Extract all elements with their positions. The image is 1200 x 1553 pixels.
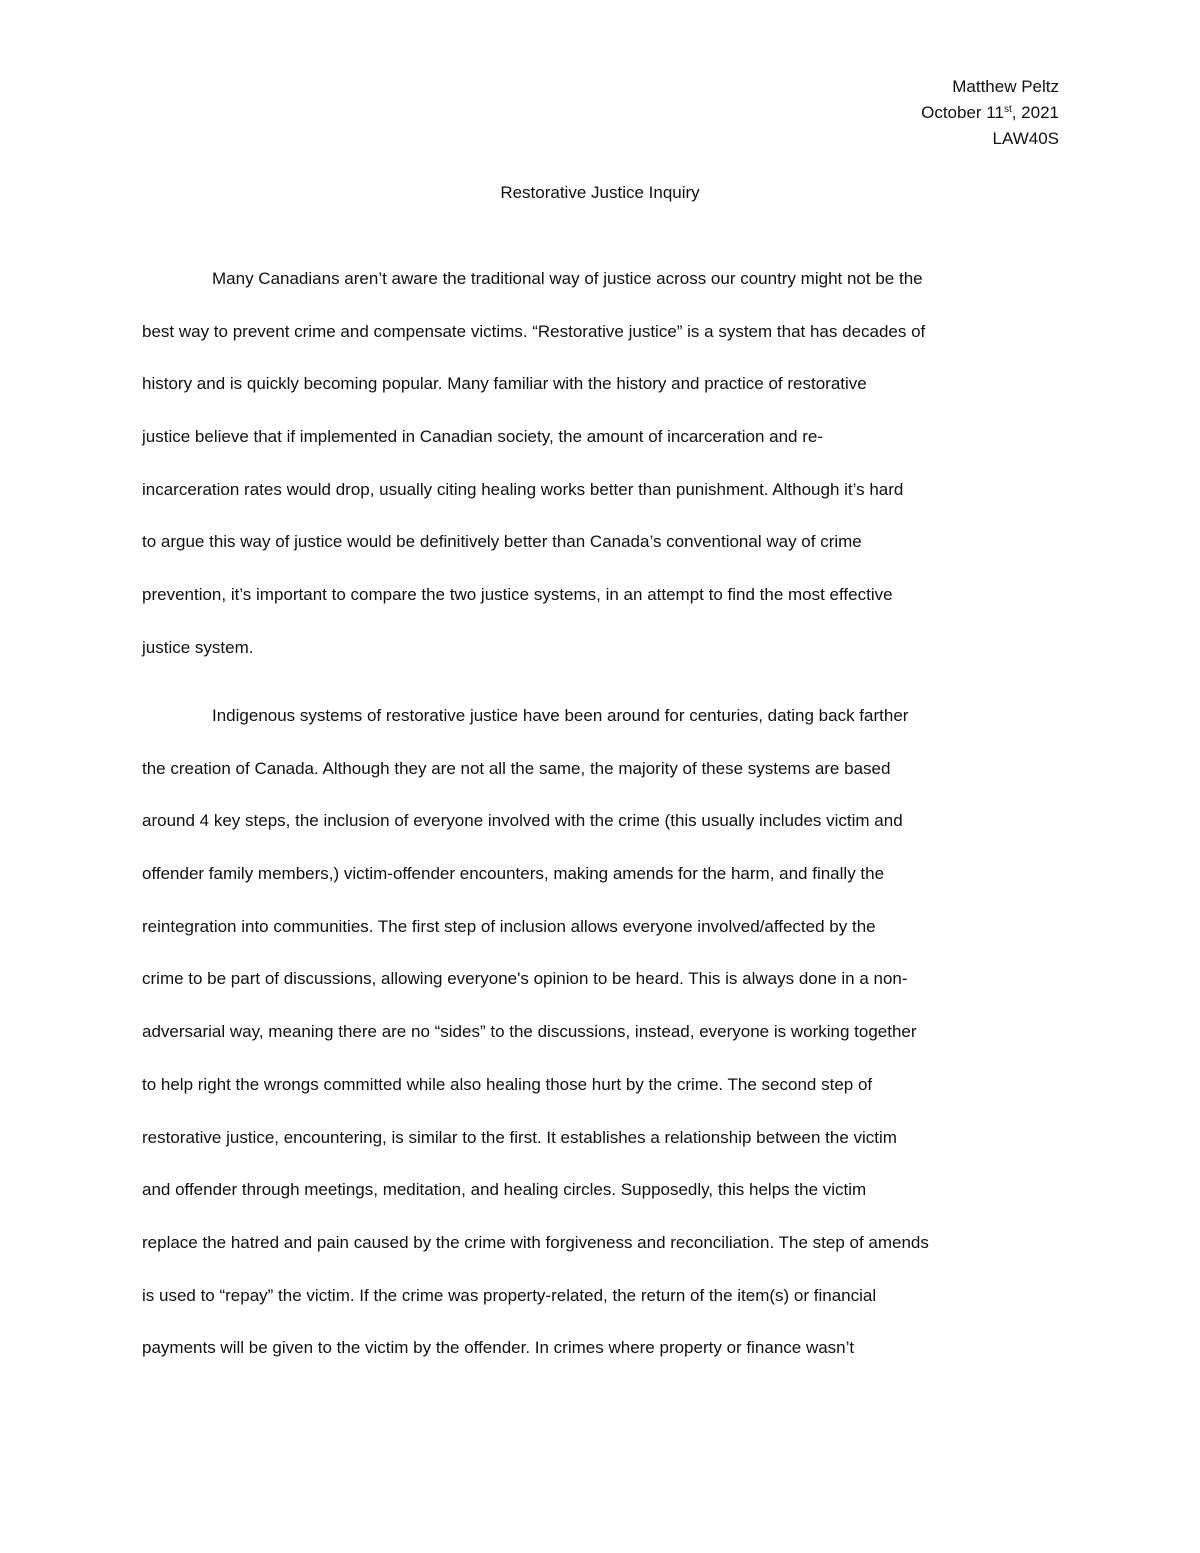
paragraph-line: Many Canadians aren’t aware the traditional way of justice across our country might not be the xyxy=(212,269,923,288)
paragraph-line: restorative justice, encountering, is similar to the first. It establishes a relationship between the victim xyxy=(142,1127,897,1147)
document-date xyxy=(921,100,1059,126)
paragraph-line: prevention, it’s important to compare the two justice systems, in an attempt to find the most effective xyxy=(142,585,893,605)
paragraph-line: adversarial way, meaning there are no “sides” to the discussions, instead, everyone is working together xyxy=(142,1022,917,1042)
paragraph-line: is used to “repay” the victim. If the crime was property-related, the return of the item(s) or financial xyxy=(142,1285,877,1305)
paragraph-line: and offender through meetings, meditation, and healing circles. Supposedly, this helps the victim xyxy=(142,1180,867,1200)
document-title: Restorative Justice Inquiry xyxy=(500,183,700,202)
paragraph-line: crime to be part of discussions, allowing everyone's opinion to be heard. This is always done in a non- xyxy=(142,969,908,989)
paragraph-line: the creation of Canada. Although they are not all the same, the majority of these systems are based xyxy=(142,758,891,778)
paragraph-line: justice system. xyxy=(142,637,254,657)
paragraph-line: around 4 key steps, the inclusion of everyone involved with the crime (this usually includes victim and xyxy=(142,811,903,831)
paragraph-line: offender family members,) victim-offender encounters, making amends for the harm, and finally the xyxy=(142,864,885,884)
paragraph-line: to argue this way of justice would be definitively better than Canada’s conventional way of crime xyxy=(142,532,862,552)
paragraph-line: to help right the wrongs committed while also healing those hurt by the crime. The second step of xyxy=(142,1074,873,1094)
paragraph-line: incarceration rates would drop, usually citing healing works better than punishment. Although it’s hard xyxy=(142,479,904,499)
paragraph-line: payments will be given to the victim by the offender. In crimes where property or finance wasn’t xyxy=(142,1338,855,1358)
document-header xyxy=(921,74,1059,152)
course-code: LAW40S xyxy=(992,129,1059,148)
date-day: October 11 xyxy=(921,103,1004,122)
paragraph-line: best way to prevent crime and compensate victims. “Restorative justice” is a system that has decades of xyxy=(142,321,926,341)
paragraph-line: justice believe that if implemented in Canadian society, the amount of incarceration and re- xyxy=(142,427,824,447)
paragraph-line: replace the hatred and pain caused by the crime with forgiveness and reconciliation. The step of amends xyxy=(142,1232,929,1252)
date-ordinal-suffix: st xyxy=(1003,104,1012,115)
paragraph-line: history and is quickly becoming popular. Many familiar with the history and practice of restorative xyxy=(142,374,867,394)
body-paragraph-2 xyxy=(142,703,1072,1388)
paragraph-line: reintegration into communities. The first step of inclusion allows everyone involved/affected by the xyxy=(142,916,876,936)
author-name: Matthew Peltz xyxy=(952,77,1059,96)
body-paragraph-1 xyxy=(142,266,1072,688)
date-year: , 2021 xyxy=(1011,103,1059,122)
paragraph-line: Indigenous systems of restorative justice have been around for centuries, dating back farther xyxy=(212,706,909,725)
